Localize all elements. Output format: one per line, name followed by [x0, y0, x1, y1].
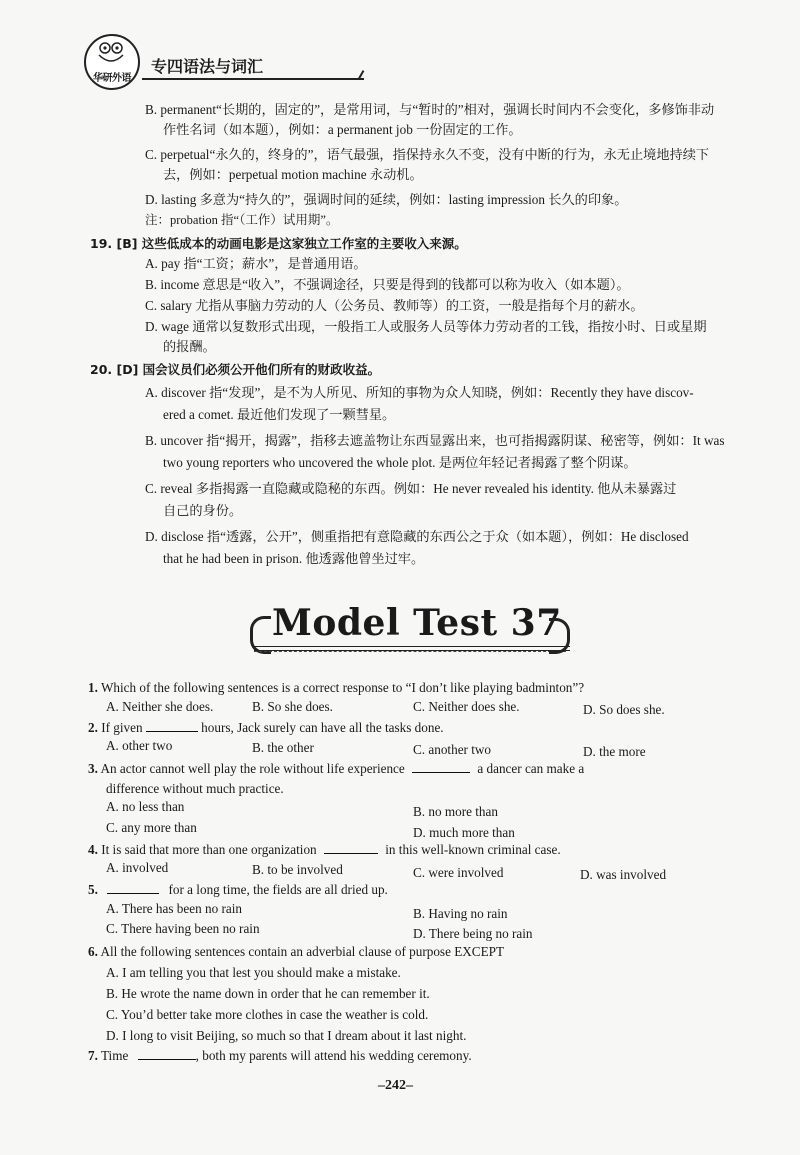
explanation-line: C. perpetual“永久的，终身的”，语气最强，指保持永久不变，没有中断的行为，永无止境地持续下: [145, 147, 710, 162]
question-7-stem: [88, 1046, 738, 1066]
explanation-line: C. reveal 多指揭露一直隐藏或隐秘的东西。例如：He never revealed his identity. 他从未暴露过: [145, 481, 677, 496]
explanation-line: B. uncover 指“揭开，揭露”，指移去遮盖物让东西显露出来，也可指揭露阴谋、秘密等，例如：It was: [145, 433, 725, 448]
explanation-line: A. pay 指“工资；薪水”，是普通用语。: [145, 256, 367, 271]
question-6-choice-a: A. I am telling you that lest you should make a mistake.: [106, 965, 401, 980]
question-text: a dancer can make a: [477, 761, 585, 776]
explanation-option-b: [145, 100, 745, 139]
question-2-choice-a: A. other two: [106, 738, 173, 753]
question-6-choice-c: C. You’d better take more clothes in case the weather is cold.: [106, 1007, 429, 1022]
question-number: 5.: [88, 882, 98, 897]
explanation-line: D. lasting 多意为“持久的”，强调时间的延续，例如：lasting impression 长久的印象。: [145, 192, 628, 207]
question-6-stem: [88, 942, 738, 962]
answer-blank: [412, 760, 470, 773]
question-6-choice-b: B. He wrote the name down in order that he can remember it.: [106, 986, 430, 1001]
question-number: 7.: [88, 1048, 98, 1063]
explanation-line: 自己的身份。: [163, 503, 243, 518]
answer-19-heading: 19. [B] 这些低成本的动画电影是这家独立工作室的主要收入来源。: [90, 236, 467, 251]
question-1-stem: [88, 678, 728, 698]
question-number: 1.: [88, 680, 98, 695]
question-text: for a long time, the fields are all dried up.: [168, 882, 388, 897]
answer-blank: [324, 841, 378, 854]
explanation-line: 的报酬。: [163, 338, 216, 354]
banner-title: Model Test 37: [272, 602, 562, 644]
explanation-line: C. salary 尤指从事脑力劳动的人（公务员、教师等）的工资，一般是指每个月的薪水。: [145, 298, 644, 313]
explanation-note: 注：probation 指“（工作）试用期”。: [145, 213, 339, 227]
explanation-option-d: [145, 190, 745, 210]
banner-underline-dashed: [254, 651, 566, 652]
question-5-choice-a: A. There has been no rain: [106, 901, 242, 916]
explanation-line: 去，例如：perpetual motion machine 永动机。: [163, 166, 423, 182]
explanation-line: two young reporters who uncovered the whole plot. 是两位年轻记者揭露了整个阴谋。: [163, 455, 637, 470]
answer-blank: [146, 719, 198, 732]
model-test-banner: [250, 598, 570, 664]
question-5-choice-d: D. There being no rain: [413, 926, 533, 941]
question-2-stem: [88, 718, 728, 738]
question-text: It is said that more than one organization: [101, 842, 317, 857]
frog-icon: [94, 39, 128, 69]
question-4-choice-d: D. was involved: [580, 867, 667, 882]
question-4-choice-a: A. involved: [106, 860, 169, 875]
question-2-choice-c: C. another two: [413, 742, 492, 757]
banner-curl-right: [549, 618, 570, 654]
page-header: [84, 26, 314, 86]
explanation-line: D. wage 通常以复数形式出现，一般指工人或服务人员等体力劳动者的工钱，指按小时、日或星期: [145, 319, 707, 334]
publisher-logo: [84, 34, 140, 90]
page-number: –242–: [378, 1078, 413, 1093]
book-title: 专四语法与词汇: [151, 57, 264, 76]
question-3-choice-b: B. no more than: [413, 804, 498, 819]
question-number: 6.: [88, 944, 98, 959]
question-text: Which of the following sentences is a correct response to “I don’t like playing badminton”?: [100, 680, 585, 695]
question-number: 4.: [88, 842, 98, 857]
header-rule: [142, 78, 364, 80]
question-4-stem: [88, 840, 738, 860]
question-5-choice-c: C. There having been no rain: [106, 921, 260, 936]
question-1-choice-b: B. So she does.: [252, 699, 333, 714]
question-5-stem: [88, 880, 738, 900]
question-3-choice-d: D. much more than: [413, 825, 515, 840]
answer-20-explanations: [145, 382, 745, 570]
explanation-line: B. income 意思是“收入”，不强调途径，只要是得到的钱都可以称为收入（如本题）。: [145, 277, 630, 292]
question-text: in this well-known criminal case.: [385, 842, 561, 857]
question-text-line2: difference without much practice.: [106, 781, 284, 796]
question-4-choice-c: C. were involved: [413, 865, 504, 880]
question-2-choice-d: D. the more: [583, 744, 646, 759]
answer-19-explanations: [145, 254, 745, 356]
question-1-choice-a: A. Neither she does.: [106, 699, 214, 714]
explanation-line: A. discover 指“发现”，是不为人所见、所知的事物为众人知晓，例如：Recently they have discov-: [145, 385, 694, 400]
question-number: 2.: [88, 720, 98, 735]
question-text: An actor cannot well play the role without life experience: [100, 761, 405, 776]
answer-blank: [107, 881, 159, 894]
explanation-line: 作性名词（如本题），例如：a permanent job 一份固定的工作。: [163, 121, 522, 137]
explanation-line: D. disclose 指“透露，公开”，侧重指把有意隐藏的东西公之于众（如本题），例如：He disclosed: [145, 529, 689, 544]
question-6-choice-d: D. I long to visit Beijing, so much so that I dream about it last night.: [106, 1028, 467, 1043]
explanation-line: that he had been in prison. 他透露他曾坐过牢。: [163, 551, 425, 566]
question-3-choice-c: C. any more than: [106, 820, 197, 835]
question-4-choice-b: B. to be involved: [252, 862, 343, 877]
question-3-choice-a: A. no less than: [106, 799, 185, 814]
question-1-choice-d: D. So does she.: [583, 702, 665, 717]
logo-text: 华研外语: [93, 73, 131, 84]
question-number: 3.: [88, 761, 98, 776]
explanation-option-c: [145, 145, 745, 184]
answer-20-heading: 20. [D] 国会议员们必须公开他们所有的财政收益。: [90, 362, 381, 377]
question-text: If given: [101, 720, 143, 735]
question-5-choice-b: B. Having no rain: [413, 906, 508, 921]
question-text: All the following sentences contain an adverbial clause of purpose EXCEPT: [100, 944, 505, 959]
question-text: Time: [100, 1048, 129, 1063]
question-3-stem: [88, 759, 738, 799]
question-1-choice-c: C. Neither does she.: [413, 699, 520, 714]
explanation-line: ered a comet. 最近他们发现了一颗彗星。: [163, 407, 396, 422]
question-text: hours, Jack surely can have all the tasks done.: [201, 720, 444, 735]
explanation-line: B. permanent“长期的，固定的”，是常用词，与“暂时的”相对，强调长时间内不会变化，多修饰非动: [145, 102, 715, 117]
question-2-choice-b: B. the other: [252, 740, 314, 755]
answer-blank: [138, 1047, 196, 1060]
question-text: , both my parents will attend his wedding ceremony.: [195, 1048, 472, 1063]
